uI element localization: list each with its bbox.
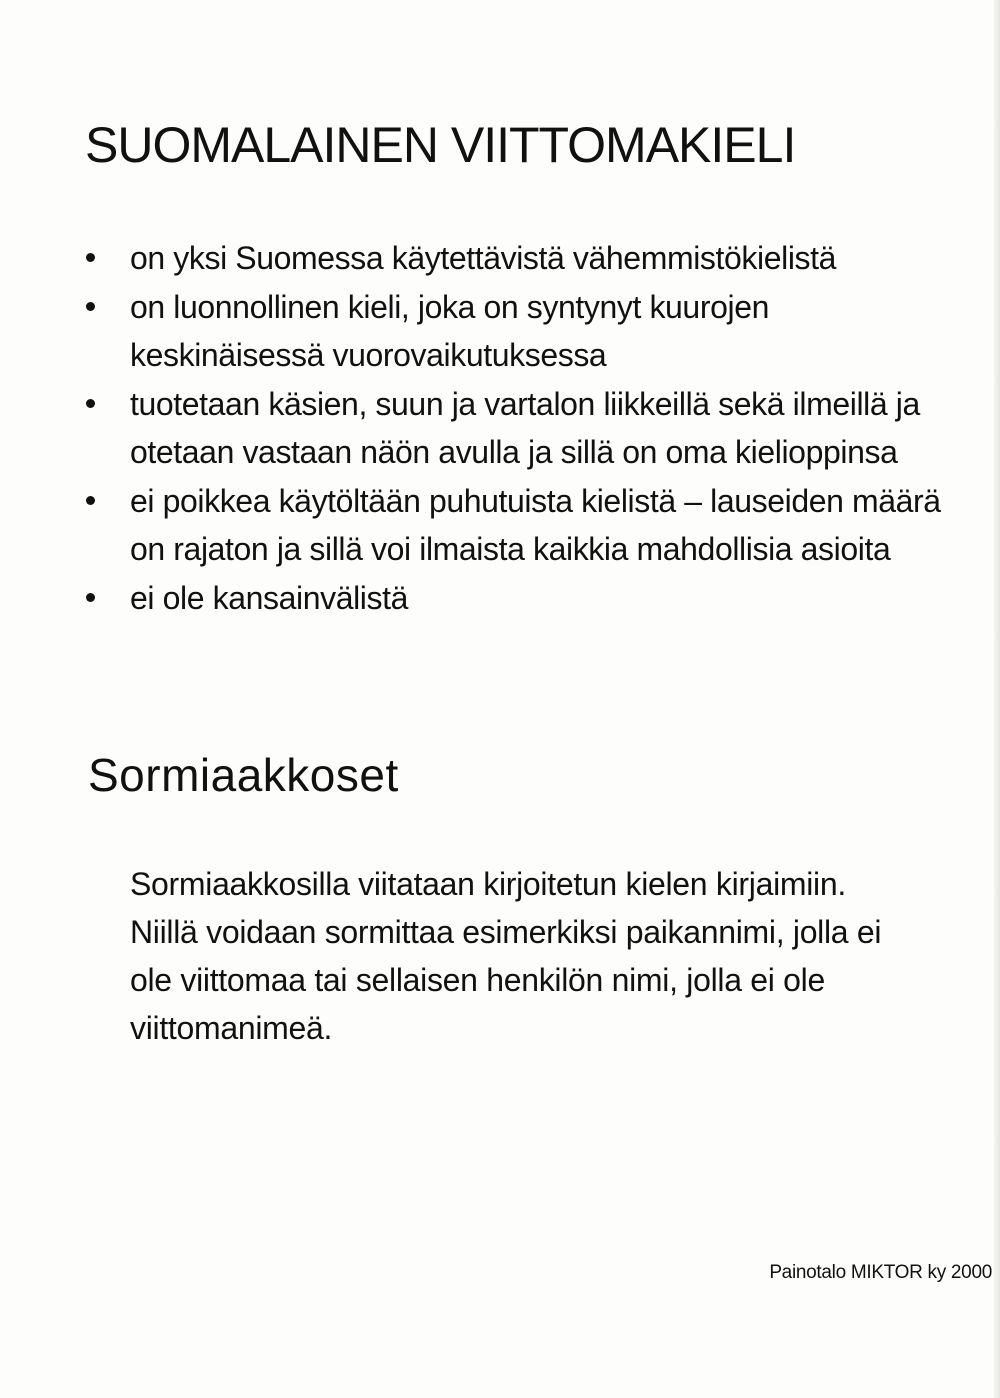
section-heading: Sormiaakkoset	[88, 749, 399, 801]
list-item	[82, 574, 942, 623]
list-item-text: ei ole kansainvälistä	[130, 579, 408, 616]
list-item-text: on yksi Suomessa käytettävistä vähemmistökielistä	[130, 240, 837, 276]
list-item	[82, 234, 942, 283]
bullet-icon	[86, 593, 95, 602]
bullet-list	[82, 234, 942, 622]
page-edge	[994, 0, 1000, 1398]
page-title: SUOMALAINEN VIITTOMAKIELI	[85, 117, 796, 173]
bullet-icon	[86, 399, 95, 408]
list-item-text: tuotetaan käsien, suun ja vartalon liikkeillä sekä ilmeillä ja otetaan vastaan näön avulla ja sillä on oma kielioppinsa	[130, 385, 920, 470]
bullet-icon	[86, 253, 95, 262]
list-item	[82, 477, 942, 574]
list-item-text: ei poikkea käytöltään puhutuista kielistä – lauseiden määrä on rajaton ja sillä voi ilmaista kaikkia mahdollisia asioita	[130, 482, 941, 567]
list-item	[82, 283, 942, 380]
printer-credit: Painotalo MIKTOR ky 2000	[769, 1262, 992, 1283]
list-item-text: on luonnollinen kieli, joka on syntynyt kuurojen keskinäisessä vuorovaikutuksessa	[130, 288, 769, 373]
list-item	[82, 380, 942, 477]
body-paragraph: Sormiaakkosilla viitataan kirjoitetun kielen kirjaimiin. Niillä voidaan sormittaa esimerkiksi paikannimi, jolla ei ole viittomaa tai sellaisen henkilön nimi, jolla ei ole viittomanimeä.	[130, 866, 882, 1046]
bullet-icon	[86, 302, 95, 311]
bullet-icon	[86, 496, 95, 505]
